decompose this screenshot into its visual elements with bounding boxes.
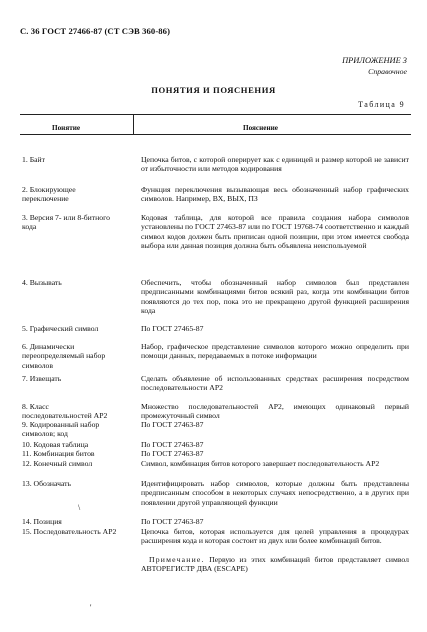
page-title: ПОНЯТИЯ И ПОЯСНЕНИЯ (151, 85, 276, 95)
appendix-label: ПРИЛОЖЕНИЕ 3 (342, 56, 407, 65)
table-row-term: 6. Динамически переопределяемый набор символов (22, 342, 106, 370)
table-row-definition: Набор, графическое представление символов которого можно определить при помощи данных, передаваемых в потоке информации (141, 342, 409, 361)
backslash-mark: \ (78, 503, 81, 512)
table-label: Таблица 9 (358, 100, 405, 109)
table-row-definition: По ГОСТ 27463-87 (141, 517, 204, 526)
table-row-term: 9. Кодированный набор символов; код (22, 420, 100, 439)
appendix-sub: Справочное (368, 67, 407, 76)
table-row-definition: Цепочка битов, с которой оперирует как с единицей и размер которой не зависит от избыточности или методов кодирования (141, 155, 409, 174)
table-row-term: 13. Обозначать (22, 479, 72, 488)
table-row-definition: По ГОСТ 27463-87 (141, 440, 204, 449)
table-row-term: 10. Кодовая таблица (22, 440, 89, 449)
table-row-term: 7. Извещать (22, 374, 62, 383)
table-row-definition: Цепочка битов, которая используется для целей управления в процедурах расширения кода и которая состоит из двух или более комбинаций битов. (141, 527, 409, 546)
page-header: С. 36 ГОСТ 27466-87 (СТ СЭВ 360-86) (20, 26, 171, 36)
table-row-term: 15. Последовательность АР2 (22, 527, 117, 536)
column-header-definition: Пояснение (243, 124, 278, 132)
tick-mark: ' (90, 603, 92, 612)
table-row-term: 8. Класс последовательностей АР2 (22, 402, 108, 421)
table-row-term: 11. Комбинация битов (22, 449, 95, 458)
table-note (141, 555, 409, 574)
table-row-definition: Символ, комбинация битов которого завершает последовательность АР2 (141, 459, 380, 468)
table-row-definition: Множество последовательностей АР2, имеющих одинаковый первый промежуточный символ (141, 402, 409, 421)
table-row-definition: По ГОСТ 27463-87 (141, 420, 204, 429)
table-row-definition: Функция переключения вызывающая весь обозначенный набор графических символов. Например, ВХ, ВЫХ, ПЗ (141, 185, 409, 204)
table-row-term: 14. Позиция (22, 517, 62, 526)
note-text: Первую из этих комбинаций битов представляет символ АВТОРЕГИСТР ДВА (ESCAPE) (141, 555, 409, 574)
table-row-definition: Идентифицировать набор символов, которые должны быть представлены предписанным способом в некоторых случаях непосредственно, а в других при появлении другой управляющей функции (141, 479, 409, 507)
column-divider (133, 115, 134, 134)
table-header-rule (20, 134, 411, 135)
table-row-term: 12. Конечный символ (22, 459, 93, 468)
table-row-definition: Сделать объявление об использованных средствах расширения посредством последовательности АР2 (141, 374, 409, 393)
table-top-rule (20, 114, 411, 115)
note-label: Примечание. (149, 555, 205, 564)
column-header-term: Понятие (52, 124, 81, 132)
table-row-term: 2. Блокирующее переключение (22, 185, 76, 204)
table-row-term: 4. Вызывать (22, 278, 62, 287)
table-row-term: 3. Версия 7- или 8-битного кода (22, 213, 110, 232)
table-row-definition: По ГОСТ 27465-87 (141, 324, 204, 333)
table-row-term: 1. Байт (22, 155, 45, 164)
table-row-definition: По ГОСТ 27463-87 (141, 449, 204, 458)
table-row-term: 5. Графический символ (22, 324, 99, 333)
table-row-definition: Обеспечить, чтобы обозначенный набор символов был представлен предписанными комбинациями битов всякий раз, когда эти комбинации битов появляются до тех пор, пока это не прекращено другой функцией расширения кода (141, 278, 409, 315)
table-row-definition: Кодовая таблица, для которой все правила создания набора символов установлены по ГОСТ 27463-87 или по ГОСТ 19768-74 соответственно и каждый символ кодов должен быть приписан одной позиции, при этом имеется свобода выбора или данная позиция должна быть объявлена неиспользуемой (141, 213, 410, 250)
